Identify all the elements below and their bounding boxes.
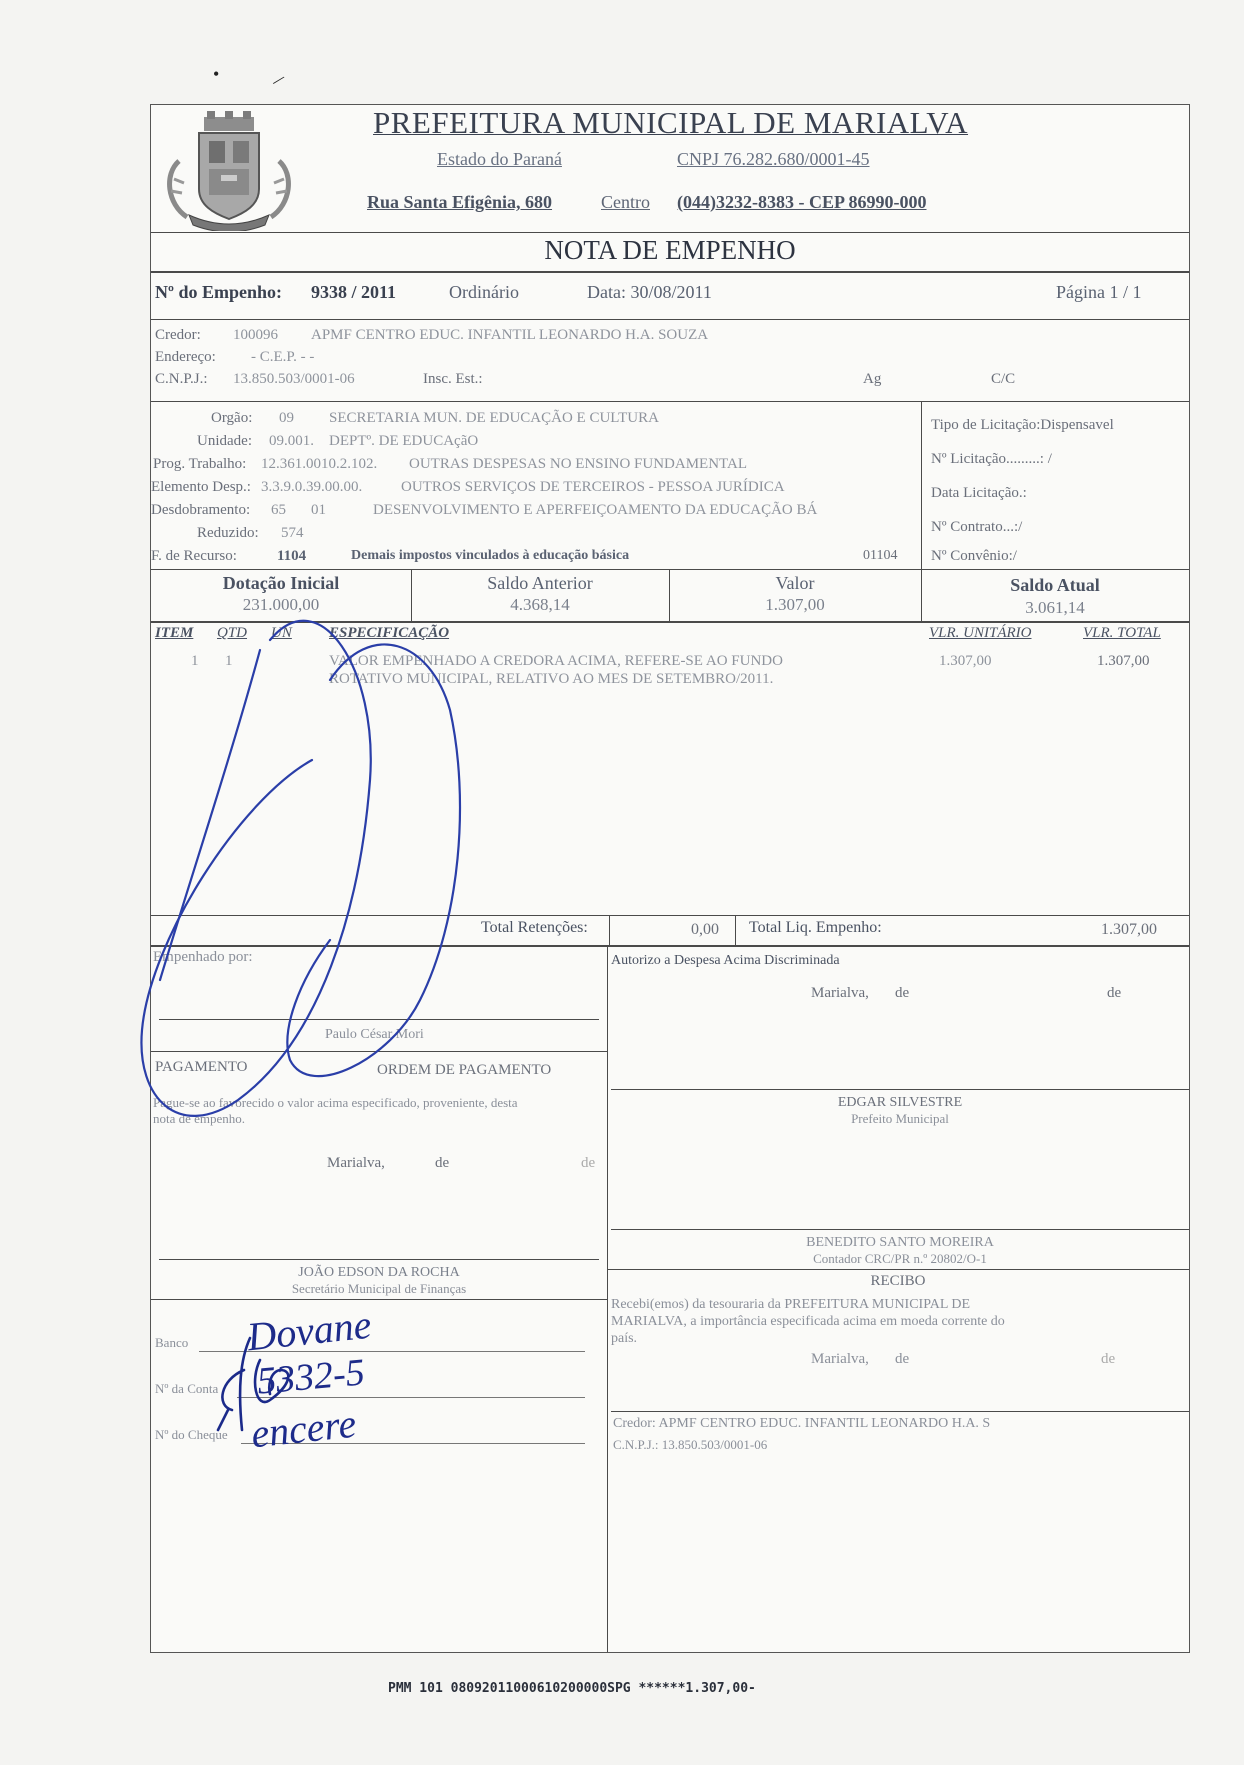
pague-text-1: Pague-se ao favorecido o valor acima especificado, proveniente, desta xyxy=(153,1095,518,1110)
prefeito-title: Prefeito Municipal xyxy=(851,1111,949,1126)
elemento-name: OUTROS SERVIÇOS DE TERCEIROS - PESSOA JURÍDICA xyxy=(401,479,785,495)
divider xyxy=(607,1269,1189,1270)
pagamento-de-1: de xyxy=(435,1155,450,1171)
conta-handwritten: 5332-5 xyxy=(255,1351,367,1403)
desdobramento-code: 65 xyxy=(271,502,286,518)
phone-cep: (044)3232-8383 - CEP 86990-000 xyxy=(677,192,927,212)
reduzido-label: Reduzido: xyxy=(197,525,259,541)
secretario-title: Secretário Municipal de Finanças xyxy=(291,1281,467,1296)
orgao-label: Orgão: xyxy=(211,410,253,426)
row-vlr-total: 1.307,00 xyxy=(1097,653,1150,669)
state-name: Estado do Paraná xyxy=(437,149,562,169)
saldo-anterior-label: Saldo Anterior xyxy=(487,573,593,593)
ordem-pagamento-label: ORDEM DE PAGAMENTO xyxy=(377,1062,552,1078)
cheque-handwritten: encere xyxy=(248,1400,359,1457)
recibo-de-2: de xyxy=(1101,1351,1116,1367)
divider xyxy=(735,915,736,945)
total-liquido-value: 1.307,00 xyxy=(1101,921,1157,938)
prefeito-name: EDGAR SILVESTRE xyxy=(837,1095,963,1110)
empenho-number-label: Nº do Empenho: xyxy=(155,282,282,302)
cheque-label: Nº do Cheque xyxy=(155,1427,228,1442)
credor-cnpj-label: C.N.P.J.: xyxy=(155,371,208,387)
municipal-coat-of-arms xyxy=(159,109,299,231)
elemento-label: Elemento Desp.: xyxy=(151,479,251,495)
col-vlr-unitario: VLR. UNITÁRIO xyxy=(929,625,1032,641)
recibo-text-2: MARIALVA, a importância especificada acima em moeda corrente do xyxy=(611,1314,1005,1329)
recibo-text-1: Recebi(emos) da tesouraria da PREFEITURA MUNICIPAL DE xyxy=(611,1297,971,1312)
empenhado-por-name: Paulo César Mori xyxy=(325,1027,424,1042)
divider xyxy=(151,271,1189,273)
pagamento-label: PAGAMENTO xyxy=(155,1059,248,1075)
orgao-code: 09 xyxy=(279,410,294,426)
unidade-name: DEPTº. DE EDUCAçãO xyxy=(329,433,479,449)
col-item: ITEM xyxy=(155,625,194,641)
elemento-code: 3.3.9.0.39.00.00. xyxy=(261,479,363,495)
secretario-name: JOÃO EDSON DA ROCHA xyxy=(298,1265,460,1280)
empenho-date: Data: 30/08/2011 xyxy=(587,282,712,302)
footer-code: PMM 101 08092011000610200000SPG ******1.307,00- xyxy=(388,1681,756,1696)
numero-licitacao: Nº Licitação.........: / xyxy=(931,451,1052,467)
pague-text-2: nota de empenho. xyxy=(153,1111,246,1126)
tipo-licitacao: Tipo de Licitação:Dispensavel xyxy=(931,417,1114,433)
col-un: UN xyxy=(271,625,292,641)
divider xyxy=(609,915,610,945)
recurso-code-2: 01104 xyxy=(863,548,898,563)
scan-mark: / xyxy=(270,70,288,90)
col-vlr-total: VLR. TOTAL xyxy=(1083,625,1161,641)
dotacao-value: 231.000,00 xyxy=(242,595,320,614)
divider xyxy=(151,1299,607,1300)
desdobramento-name: DESENVOLVIMENTO E APERFEIÇOAMENTO DA EDUCAÇÃO BÁ xyxy=(373,502,818,518)
autorizo-de-1: de xyxy=(895,985,910,1001)
recibo-de-1: de xyxy=(895,1351,910,1367)
row-item: 1 xyxy=(191,653,199,669)
page-number: Página 1 / 1 xyxy=(1056,282,1142,302)
recibo-text-3: país. xyxy=(611,1331,638,1346)
doc-title: NOTA DE EMPENHO xyxy=(544,235,796,265)
row-qtd: 1 xyxy=(225,653,233,669)
recurso-code: 1104 xyxy=(277,548,307,564)
total-liquido-label: Total Liq. Empenho: xyxy=(749,919,882,936)
valor-label: Valor xyxy=(775,573,815,593)
pagamento-marialva: Marialva, xyxy=(327,1155,385,1171)
total-retencoes-label: Total Retenções: xyxy=(481,919,588,936)
empenho-type: Ordinário xyxy=(449,282,519,302)
credor-code: 100096 xyxy=(233,327,278,343)
banco-handwritten: Dovane xyxy=(244,1301,374,1360)
dotacao-label: Dotação Inicial xyxy=(222,573,340,593)
autorizo-text: Autorizo a Despesa Acima Discriminada xyxy=(611,953,840,968)
divider xyxy=(151,232,1189,233)
numero-convenio: Nº Convênio:/ xyxy=(931,548,1017,564)
row-especificacao-1: VALOR EMPENHADO A CREDORA ACIMA, REFERE-SE AO FUNDO xyxy=(329,653,783,669)
saldo-anterior-value: 4.368,14 xyxy=(510,595,570,614)
prog-trabalho-code: 12.361.0010.2.102. xyxy=(261,456,378,472)
signature-line xyxy=(159,1259,599,1260)
unidade-label: Unidade: xyxy=(197,433,252,449)
numero-contrato: Nº Contrato...:/ xyxy=(931,519,1023,535)
unidade-code: 09.001. xyxy=(269,433,314,449)
empenhado-por-label: Empenhado por: xyxy=(153,949,253,965)
conta-corrente-label: C/C xyxy=(991,371,1016,387)
recurso-name: Demais impostos vinculados à educação básica xyxy=(351,548,630,563)
saldo-atual-value: 3.061,14 xyxy=(1025,598,1085,617)
signature-line xyxy=(611,1229,1189,1230)
col-especificacao: ESPECIFICAÇÃO xyxy=(329,625,450,641)
prog-trabalho-label: Prog. Trabalho: xyxy=(153,456,247,472)
empenho-number: 9338 / 2011 xyxy=(311,282,397,302)
divider xyxy=(151,319,1189,320)
endereco-value: - C.E.P. - - xyxy=(251,349,315,365)
row-especificacao-2: ROTATIVO MUNICIPAL, RELATIVO AO MES DE SETEMBRO/2011. xyxy=(329,671,774,687)
agencia-label: Ag xyxy=(863,371,882,387)
col-qtd: QTD xyxy=(217,625,248,641)
recibo-credor: Credor: APMF CENTRO EDUC. INFANTIL LEONARDO H.A. S xyxy=(613,1416,991,1431)
credor-name: APMF CENTRO EDUC. INFANTIL LEONARDO H.A. SOUZA xyxy=(311,327,709,343)
autorizo-marialva: Marialva, xyxy=(811,985,869,1001)
conta-label: Nº da Conta xyxy=(155,1381,219,1396)
recibo-credor-cnpj: C.N.P.J.: 13.850.503/0001-06 xyxy=(613,1437,768,1452)
row-vlr-unitario: 1.307,00 xyxy=(939,653,992,669)
cancellation-ink-mark xyxy=(120,560,480,1160)
credor-cnpj: 13.850.503/0001-06 xyxy=(233,371,355,387)
total-retencoes-value: 0,00 xyxy=(691,921,719,938)
prog-trabalho-name: OUTRAS DESPESAS NO ENSINO FUNDAMENTAL xyxy=(409,456,747,472)
reduzido-value: 574 xyxy=(281,525,304,541)
contador-title: Contador CRC/PR n.º 20802/O-1 xyxy=(813,1251,987,1266)
prefeitura-title: PREFEITURA MUNICIPAL DE MARIALVA xyxy=(373,105,969,140)
prefeitura-cnpj: CNPJ 76.282.680/0001-45 xyxy=(677,149,870,169)
signature-line xyxy=(611,1411,1189,1412)
address-district: Centro xyxy=(601,192,650,212)
saldo-atual-label: Saldo Atual xyxy=(1010,575,1100,595)
divider xyxy=(921,401,922,569)
desdobramento-label: Desdobramento: xyxy=(151,502,251,518)
valor-value: 1.307,00 xyxy=(765,595,825,614)
credor-label: Credor: xyxy=(155,327,201,343)
address-street: Rua Santa Efigênia, 680 xyxy=(367,192,553,212)
contador-name: BENEDITO SANTO MOREIRA xyxy=(806,1235,994,1250)
scan-mark: • xyxy=(213,64,220,84)
pagamento-de-2: de xyxy=(581,1155,596,1171)
divider xyxy=(151,401,1189,402)
banco-label: Banco xyxy=(155,1335,189,1350)
recurso-label: F. de Recurso: xyxy=(151,548,237,564)
insc-est-label: Insc. Est.: xyxy=(423,371,483,387)
signature-line xyxy=(611,1089,1189,1090)
secretario-signature xyxy=(210,1330,330,1440)
orgao-name: SECRETARIA MUN. DE EDUCAÇÃO E CULTURA xyxy=(329,410,659,426)
desdobramento-subcode: 01 xyxy=(311,502,326,518)
recibo-title: RECIBO xyxy=(870,1273,926,1289)
autorizo-de-2: de xyxy=(1107,985,1122,1001)
divider xyxy=(607,945,608,1652)
data-licitacao: Data Licitação.: xyxy=(931,485,1027,501)
endereco-label: Endereço: xyxy=(155,349,216,365)
recibo-marialva: Marialva, xyxy=(811,1351,869,1367)
